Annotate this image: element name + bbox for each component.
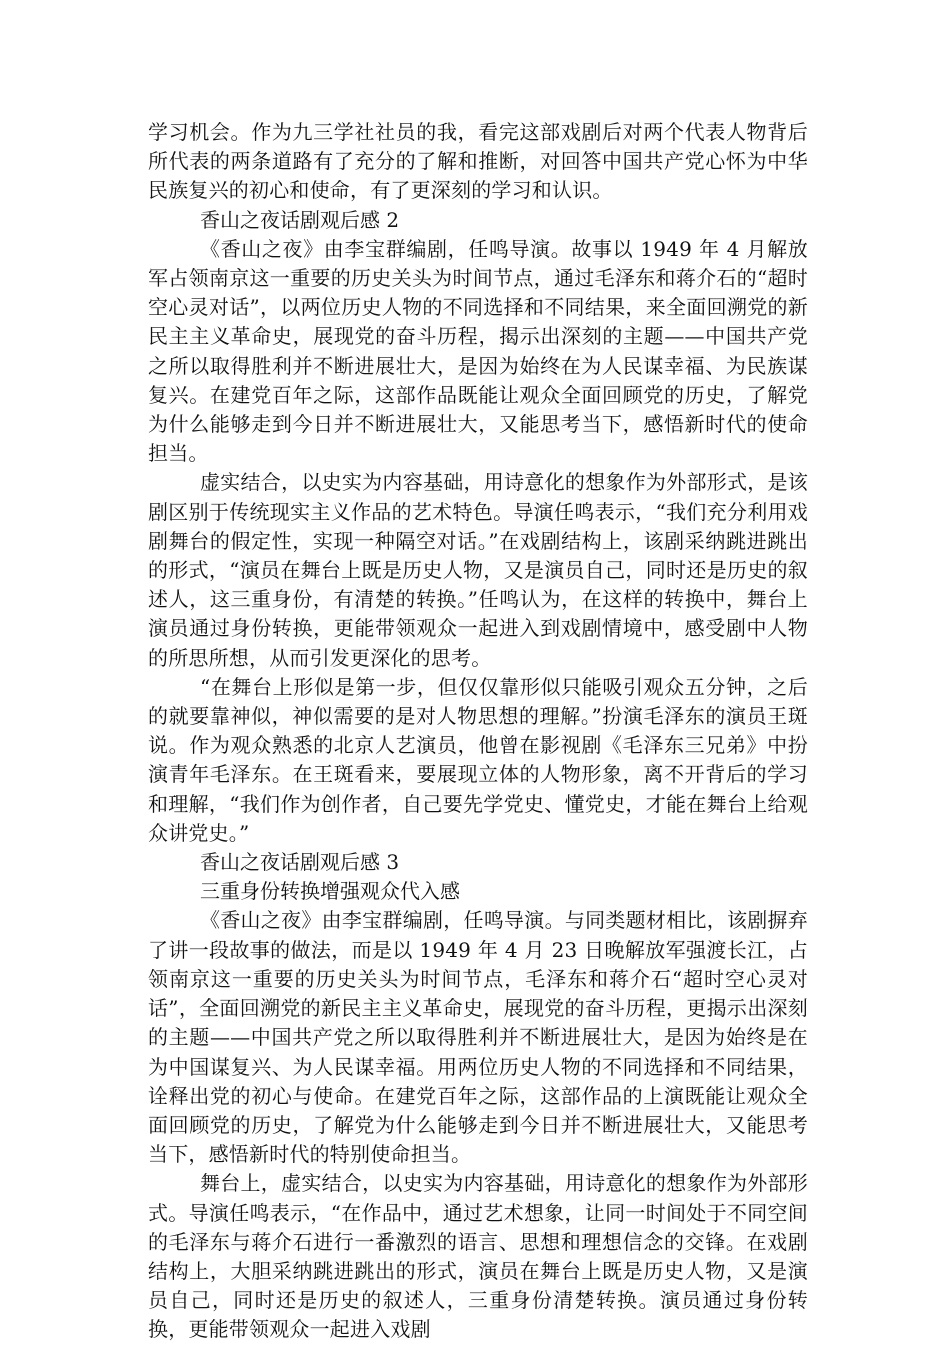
paragraph-2: 《香山之夜》由李宝群编剧，任鸣导演。故事以 1949 年 4 月解放军占领南京这一重要的历史关头为时间节点，通过毛泽东和蒋介石的“超时空心灵对话”，以两位历史人物的不同选择和不同结果，来全面回溯党的新民主主义革命史，展现党的奋斗历程，揭示出深刻的主题——中国共产党之所以取得胜利并不断进展壮大，是因为始终在为人民谋幸福、为民族谋复兴。在建党百年之际，这部作品既能让观众全面回顾党的历史，了解党为什么能够走到今日并不断进展壮大，又能思考当下，感悟新时代的使命担当。 [148, 236, 808, 466]
paragraph-3: 虚实结合，以史实为内容基础，用诗意化的想象作为外部形式，是该剧区别于传统现实主义作品的艺术特色。导演任鸣表示，“我们充分利用戏剧舞台的假定性，实现一种隔空对话。”在戏剧结构上，该剧采纳跳进跳出的形式，“演员在舞台上既是历史人物，又是演员自己，同时还是历史的叙述人，这三重身份，有清楚的转换。”任鸣认为，在这样的转换中，舞台上演员通过身份转换，更能带领观众一起进入到戏剧情境中，感受剧中人物的所思所想，从而引发更深化的思考。 [148, 470, 808, 670]
paragraph-1: 学习机会。作为九三学社社员的我，看完这部戏剧后对两个代表人物背后所代表的两条道路有了充分的了解和推断，对回答中国共产党心怀为中华民族复兴的初心和使命，有了更深刻的学习和认识。 [148, 120, 808, 203]
section-subheading: 三重身份转换增强观众代入感 [200, 879, 460, 904]
section-heading-3: 香山之夜话剧观后感 3 [200, 850, 400, 875]
section-heading-2: 香山之夜话剧观后感 2 [200, 207, 400, 232]
paragraph-4: “在舞台上形似是第一步，但仅仅靠形似只能吸引观众五分钟，之后的就要靠神似，神似需要的是对人物思想的理解。”扮演毛泽东的演员王斑说。作为观众熟悉的北京人艺演员，他曾在影视剧《毛泽东三兄弟》中扮演青年毛泽东。在王斑看来，要展现立体的人物形象，离不开背后的学习和理解，“我们作为创作者，自己要先学党史、懂党史，才能在舞台上给观众讲党史。” [148, 674, 808, 845]
document-page [148, 118, 808, 1345]
paragraph-5: 《香山之夜》由李宝群编剧，任鸣导演。与同类题材相比，该剧摒弃了讲一段故事的做法，而是以 1949 年 4 月 23 日晚解放军强渡长江，占领南京这一重要的历史关头为时间节点，毛泽东和蒋介石“超时空心灵对话”，全面回溯党的新民主主义革命史，展现党的奋斗历程，更揭示出深刻的主题——中国共产党之所以取得胜利并不断进展壮大，是因为始终是在为中国谋复兴、为人民谋幸福。用两位历史人物的不同选择和不同结果，诠释出党的初心与使命。在建党百年之际，这部作品的上演既能让观众全面回顾党的历史，了解党为什么能够走到今日并不断进展壮大，又能思考当下，感悟新时代的特别使命担当。 [148, 908, 808, 1167]
paragraph-6: 舞台上，虚实结合，以史实为内容基础，用诗意化的想象作为外部形式。导演任鸣表示，“在作品中，通过艺术想象，让同一时间处于不同空间的毛泽东与蒋介石进行一番激烈的语言、思想和理想信念的交锋。在戏剧结构上，大胆采纳跳进跳出的形式，演员在舞台上既是历史人物，又是演员自己，同时还是历史的叙述人，三重身份清楚转换。演员通过身份转换，更能带领观众一起进入戏剧 [148, 1171, 808, 1342]
